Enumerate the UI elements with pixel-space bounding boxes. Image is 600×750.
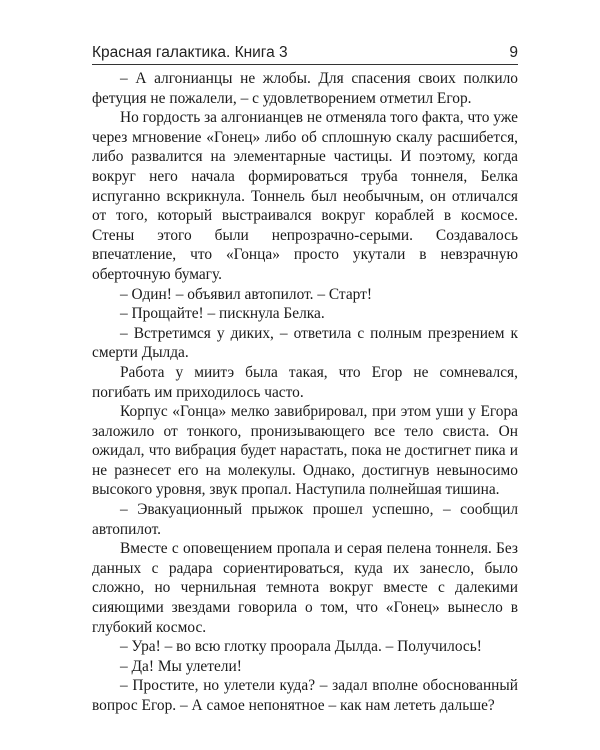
paragraph: – Ура! – во всю глотку проорала Дылда. – Получилось! [120,638,482,656]
running-header [92,38,518,62]
paragraph: – Эвакуационный прыжок прошел успешно, – сообщил автопилот. [92,501,518,538]
paragraph: – Прощайте! – пискнула Белка. [120,305,325,323]
paragraph: – Простите, но улетели куда? – задал вполне обоснованный вопрос Егор. – А самое непонятное – как нам лететь дальше? [92,677,518,714]
paragraph: – Да! Мы улетели! [120,657,242,675]
paragraph: Но гордость за алгонианцев не отменяла того факта, что уже через мгновение «Гонец» либо об сплошную скалу расшибется, либо развалится на элементарные частицы. И поэтому, когда вокруг него начала формироваться труба тоннеля, Белка испуганно вскрикнула. Тоннель был необычным, он отличался от того, который выстраивался вокруг кораблей в космосе. Стены этого были непрозрачно-серыми. Создавалось впечатление, что «Гонца» просто укутали в невзрачную оберточную бумагу. [92,109,519,283]
paragraph: – Один! – объявил автопилот. – Старт! [120,285,373,303]
paragraph: – Встретимся у диких, – ответила с полным презрением к смерти Дылда. [92,324,518,362]
header-rule [92,64,518,65]
paragraph: Корпус «Гонца» мелко завибрировал, при этом уши у Егора заложило от тонкого, пронизывающего все тело свиста. Он ожидал, что вибрация будет нарастать, пока не достигнет пика и не разнесет его на молекулы. Однако, достигнув невыносимо высокого уровня, звук пропал. Наступила полнейшая тишина. [92,403,518,499]
text-body [92,69,518,716]
page-number: 9 [509,44,518,61]
paragraph: Работа у миитэ была такая, что Егор не сомневался, погибать им приходилось часто. [92,363,518,401]
paragraph: – А алгонианцы не жлобы. Для спасения своих полкило фетуция не пожалели, – с удовлетворением отметил Егор. [92,70,518,107]
running-title: Красная галактика. Книга 3 [92,44,288,61]
paragraph: Вместе с оповещением пропала и серая пелена тоннеля. Без данных с радара сориентироваться, куда их занесло, было сложно, но чернильная темнота вокруг вместе с далекими сияющими звездами говорила о том, что «Гонец» вынесло в глубокий космос. [92,540,518,636]
